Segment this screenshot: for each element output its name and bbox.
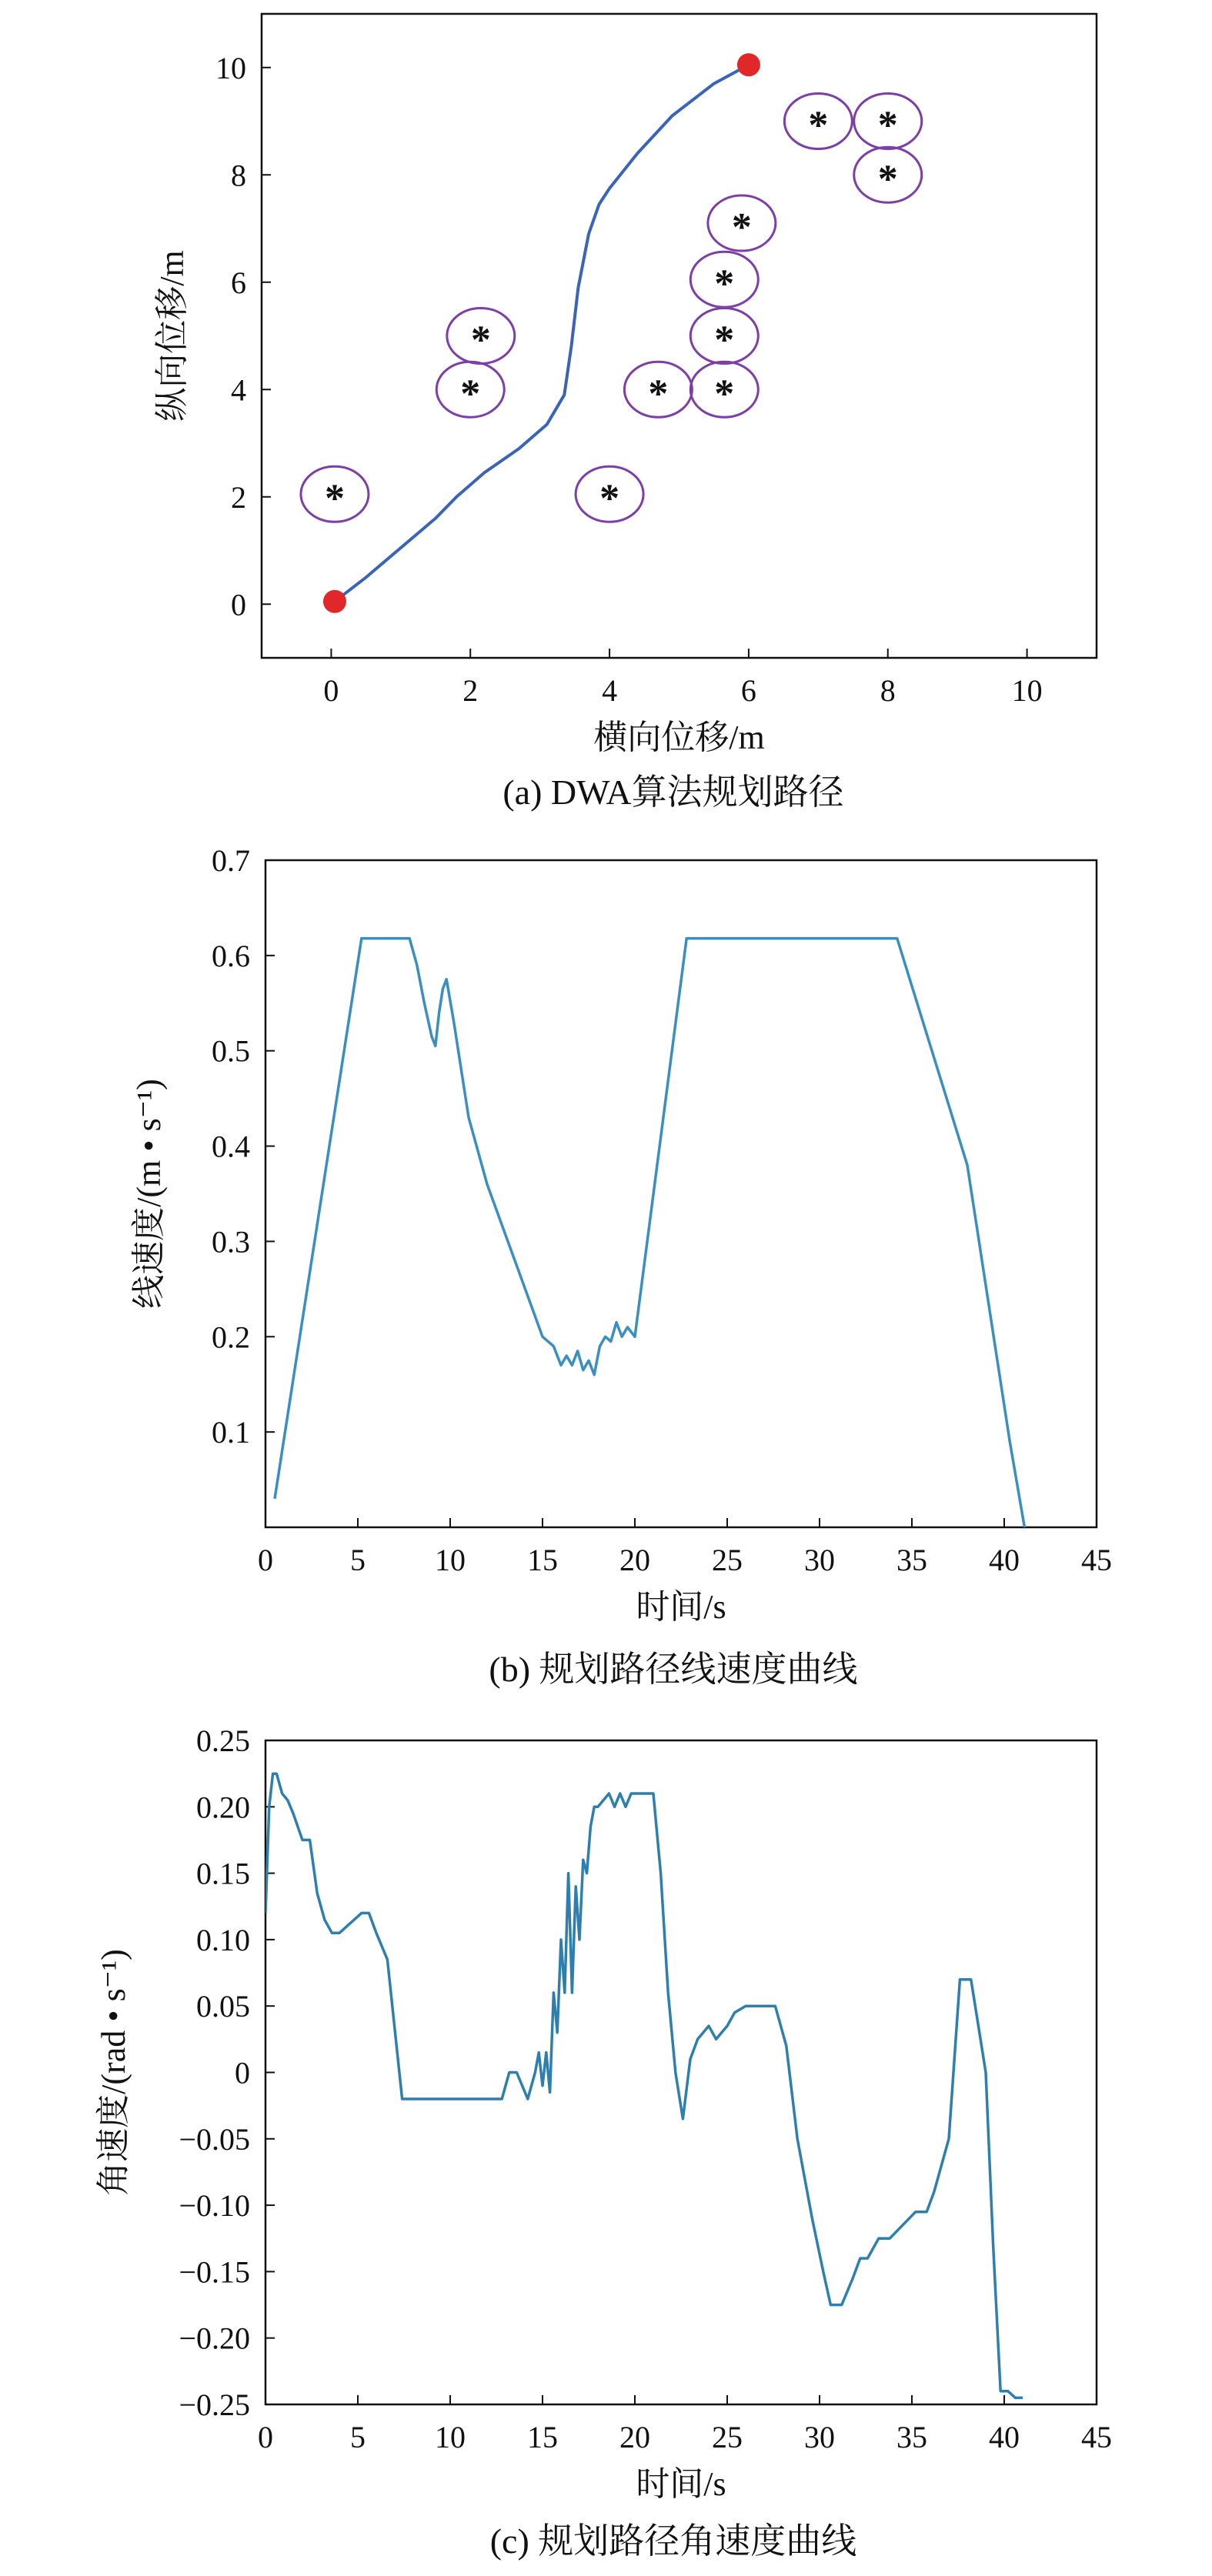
chart-c: [95, 1723, 1112, 2561]
obstacle-marker: *: [808, 103, 829, 148]
obstacle-marker: *: [714, 372, 735, 416]
y-tick-label: 0: [235, 2055, 250, 2090]
x-tick-label: 35: [896, 1543, 927, 1577]
x-tick-label: 10: [435, 2420, 466, 2454]
x-axis-label: 横向位移/m: [593, 719, 765, 756]
y-tick-label: 6: [231, 265, 246, 300]
y-tick-label: 0.25: [196, 1723, 250, 1758]
x-tick-label: 0: [323, 673, 339, 708]
figure-caption: (c) 规划路径角速度曲线: [489, 2521, 857, 2561]
obstacle-marker: *: [714, 262, 735, 306]
goal-point: [737, 53, 760, 76]
y-axis-label: 线速度/(m • s⁻¹): [130, 1079, 168, 1309]
x-tick-label: 35: [896, 2420, 927, 2454]
y-tick-label: 0.1: [212, 1415, 250, 1450]
chart-a: [153, 14, 1097, 812]
x-tick-label: 5: [350, 1543, 366, 1577]
series-line: [265, 1774, 1023, 2397]
y-tick-label: −0.15: [179, 2254, 250, 2290]
obstacle-marker: *: [648, 372, 669, 416]
x-tick-label: 2: [462, 673, 479, 708]
x-tick-label: 45: [1081, 2420, 1112, 2454]
x-tick-label: 25: [712, 1543, 743, 1577]
x-axis-label: 时间/s: [636, 1588, 726, 1626]
x-tick-label: 20: [619, 2420, 650, 2454]
figure-caption: (b) 规划路径线速度曲线: [489, 1650, 858, 1689]
y-tick-label: 10: [215, 50, 246, 85]
y-tick-label: 0.15: [196, 1856, 250, 1891]
x-tick-label: 15: [527, 2420, 558, 2454]
series-line: [275, 939, 1024, 1527]
x-tick-label: 45: [1081, 1543, 1112, 1577]
obstacle-marker: *: [714, 318, 735, 362]
x-tick-label: 8: [880, 673, 896, 708]
x-tick-label: 5: [350, 2420, 366, 2454]
y-tick-label: 0.4: [212, 1129, 250, 1164]
y-tick-label: −0.05: [179, 2121, 250, 2157]
obstacle-marker: *: [731, 205, 752, 250]
y-tick-label: 0.3: [212, 1224, 250, 1260]
x-tick-label: 30: [804, 2420, 835, 2454]
y-tick-label: 0.05: [196, 1989, 250, 2024]
obstacle-marker: *: [470, 318, 491, 362]
x-tick-label: 30: [804, 1543, 835, 1577]
y-tick-label: 0.5: [212, 1033, 250, 1069]
obstacle-marker: *: [599, 476, 620, 521]
y-tick-label: −0.10: [179, 2188, 250, 2224]
y-tick-label: 8: [231, 158, 246, 193]
y-tick-label: −0.20: [179, 2321, 250, 2356]
obstacle-marker: *: [324, 476, 345, 521]
x-tick-label: 0: [258, 2420, 273, 2454]
y-axis-label: 纵向位移/m: [153, 250, 191, 422]
y-axis-label: 角速度/(rad • s⁻¹): [95, 1949, 132, 2196]
x-tick-label: 25: [712, 2420, 743, 2454]
chart-b: [130, 843, 1112, 1689]
x-tick-label: 6: [740, 673, 756, 708]
y-tick-label: −0.25: [179, 2387, 250, 2422]
x-tick-label: 10: [435, 1543, 466, 1577]
x-tick-label: 0: [258, 1543, 273, 1577]
x-axis-label: 时间/s: [636, 2465, 726, 2503]
x-tick-label: 15: [527, 1543, 558, 1577]
x-tick-label: 40: [989, 2420, 1020, 2454]
x-tick-label: 20: [619, 1543, 650, 1577]
x-tick-label: 4: [602, 673, 618, 708]
y-tick-label: 0.2: [212, 1320, 250, 1355]
obstacle-marker: *: [460, 372, 481, 416]
y-tick-label: 4: [231, 372, 246, 408]
y-tick-label: 0.6: [212, 938, 250, 973]
obstacle-marker: *: [877, 103, 898, 148]
plot-frame: [265, 1740, 1097, 2404]
planned-path-line: [335, 65, 749, 602]
figure-caption: (a) DWA算法规划路径: [502, 772, 844, 812]
y-tick-label: 0.20: [196, 1790, 250, 1825]
y-tick-label: 0.7: [212, 843, 250, 878]
y-tick-label: 2: [231, 479, 246, 515]
start-point: [323, 590, 346, 613]
x-tick-label: 10: [1011, 673, 1043, 708]
y-tick-label: 0: [231, 587, 246, 622]
obstacle-marker: *: [877, 157, 898, 202]
y-tick-label: 0.10: [196, 1922, 250, 1957]
x-tick-label: 40: [989, 1543, 1020, 1577]
